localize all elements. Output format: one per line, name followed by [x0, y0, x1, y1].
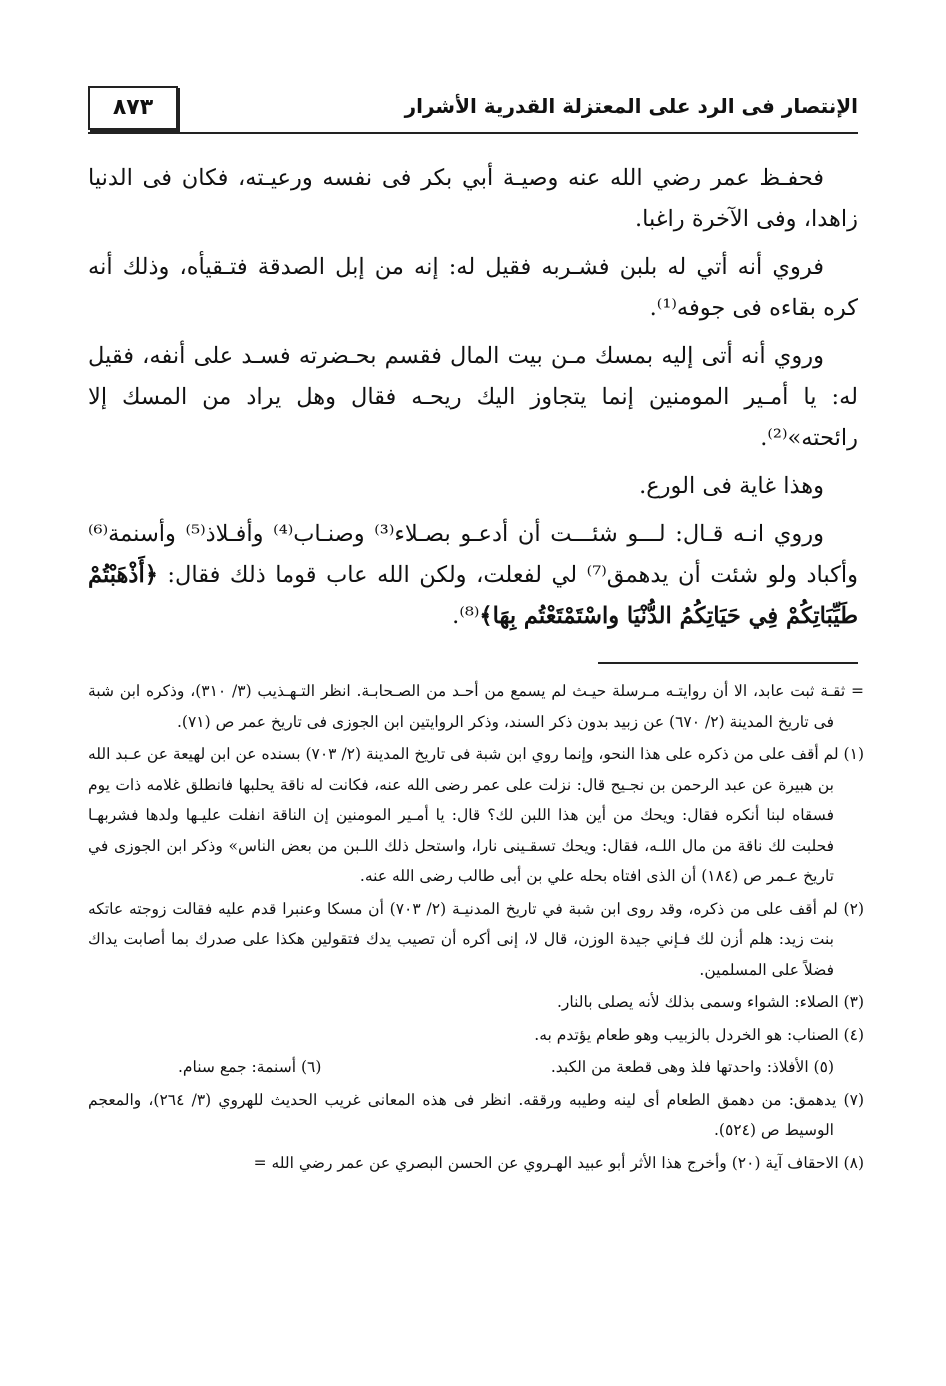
paragraph: فحفـظ عمر رضي الله عنه وصيـة أبي بكر فى نفسه ورعيـته، فكان فى الدنيا زاهدا، وفى الآخرة راغبا. — [88, 165, 858, 232]
footnote: (٢) لم أقف على من ذكره، وقد روى ابن شبة في تاريخ المدنيـة (٢/ ٧٠٣) أن مسكا وعنبرا قدم عليه فقالت زوجته عاتكه بنت زيد: هلم أزن لك فـإني جيدة الوزن، قال لا، إنى أكره أن تصيب يدك فتقولين هكذا على صدرك بما أصابت يداك فضلاً على المسلمين. — [88, 899, 864, 979]
paragraph: وهذا غاية فى الورع. — [639, 473, 824, 499]
page-number-box — [88, 86, 178, 130]
paragraph-with-verse — [88, 514, 858, 637]
paragraph: فروي أنه أتي له بلبن فشـربه فقيل له: إنه من إبل الصدقة فتـقيأه، وذلك أنه كره بقاءه فى جوفه⁽¹⁾. — [88, 254, 858, 321]
footnote: (٤) الصناب: هو الخردل بالزبيب وهو طعام يؤتدم به. — [534, 1025, 864, 1044]
footnote: (٥) الأفلاذ: واحدتها فلذ وهى قطعة من الكبد. — [550, 1058, 834, 1076]
running-title: الإنتصار فى الرد على المعتزلة القدرية الأشرار — [404, 94, 858, 118]
footnote: (٦) أسنمة: جمع سنام. — [178, 1058, 322, 1076]
paragraph-text: وروي انـه قـال: لـــو شئـــت أن أدعـو بصـلاء⁽³⁾ وصنـاب⁽⁴⁾ وأفـلاذ⁽⁵⁾ وأسنمة⁽⁶⁾ وأكباد ولو شئت أن يدهمق⁽⁷⁾ لي لفعلت، ولكن الله عاب قوما ذلك فقال: — [88, 521, 858, 588]
footnotes — [88, 676, 864, 1180]
footnote-pair — [88, 1052, 864, 1083]
footnote: (٣) الصلاء: الشواء وسمى بذلك لأنه يصلى بالنار. — [556, 993, 864, 1011]
main-text — [88, 158, 858, 644]
footnote-ref: ⁽⁸⁾. — [452, 603, 480, 629]
header-rule — [88, 132, 858, 134]
footnote-separator — [598, 662, 858, 664]
page-number: ٨٧٣ — [112, 95, 154, 120]
footnote: = ثقـة ثبت عابد، الا أن روايتـه مـرسلة حيـث لم يسمع من أحـد من الصـحابـة. انظر التـهـذيب (٣/ ٣١٠)، وذكره ابن شبة فى تاريخ المدينة (٢/ ٦٧٠) عن زبيد بدون ذكر السند، وذكر الروايتين ابن الجوزى فى تاريخ عمر ص (٧١). — [88, 682, 864, 731]
footnote: (٧) يدهمق: من دهمق الطعام أى لينه وطيبه ورققه. انظر فى هذه المعانى غريب الحديث للهروي (٣/ ٢٦٤)، والمعجم الوسيط ص (٥٢٤). — [88, 1090, 864, 1139]
paragraph: وروي أنه أتى إليه بمسك مـن بيت المال فقسم بحـضرته فسـد على أنفه، فقيل له: يا أمـير المومنين إنما يتجاوز اليك ريحـه فقال وهل يراد من المسك إلا رائحته»⁽²⁾. — [88, 343, 858, 451]
quran-verse: ﴿أَذْهَبْتُمْ طَيِّبَاتِكُمْ فِي حَيَاتِكُمُ الدُّنْيَا واسْتَمْتَعْتُم بِهَا﴾ — [88, 562, 858, 629]
page-header — [88, 86, 858, 136]
footnote: (٨) الاحقاف آية (٢٠) وأخرج هذا الأثر أبو عبيد الهـروي عن الحسن البصري عن عمر رضي الله = — [253, 1153, 864, 1172]
footnote: (١) لم أقف على من ذكره على هذا النحو، وإنما روي ابن شبة فى تاريخ المدينة (٢/ ٧٠٣) بسنده عن ابن لهيعة عن عـبد الله بن هبيرة عن عبد الرحمن بن نجـيح قال: نزلت على عمر رضى الله عنه، فكانت له ناقة يحلبها فانطلق غلامه ذات يوم فسقاه لبنا أنكره فقال: ويحك من أين هذا اللبن لك؟ قال: يا أمـير المومنين إن الناقة انفلت عليـها ولدها فشربهـا فحلبت لك ناقة من مال اللـه، فقال: ويحك تسقـينى نارا، واستحل ذلك اللـبن من بعض الناس» وذكر ابن الجوزى في تاريخ عـمر ص (١٨٤) أن الذى افتاه بحله علي بن أبى طالب رضى الله عنه. — [87, 745, 864, 885]
